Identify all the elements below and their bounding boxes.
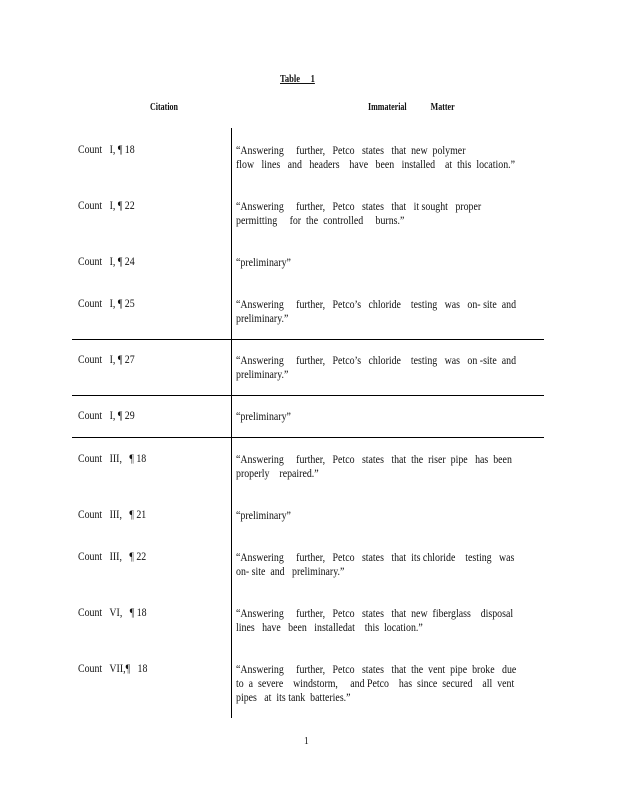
citation-cell: Count I, ¶ 25 — [78, 298, 135, 310]
citation-cell: Count III, ¶ 22 — [78, 551, 147, 563]
matter-cell: “Answering further, Petco states that its chloride testing was on- site and preliminary.” — [236, 552, 515, 578]
citation-cell: Count VI, ¶ 18 — [78, 607, 147, 619]
citation-cell: Count III, ¶ 18 — [78, 453, 147, 465]
citation-cell: Count III, ¶ 21 — [78, 509, 147, 521]
matter-cell: “Answering further, Petco states that the vent pipe broke due to a severe windstorm, and Petco has since secured all vent pipes at its tank batteries.” — [236, 664, 517, 704]
matter-cell: “preliminary” — [236, 411, 291, 423]
matter-cell: “preliminary” — [236, 510, 291, 522]
header-citation: Citation — [150, 102, 178, 113]
column-divider — [231, 128, 232, 718]
row-divider — [72, 437, 544, 438]
citation-cell: Count I, ¶ 18 — [78, 144, 135, 156]
citation-cell: Count VII,¶ 18 — [78, 663, 148, 675]
page-number: 1 — [304, 735, 309, 747]
matter-cell: “preliminary” — [236, 257, 291, 269]
matter-cell: “Answering further, Petco states that the riser pipe has been properly repaired.” — [236, 454, 512, 480]
citation-cell: Count I, ¶ 22 — [78, 200, 135, 212]
citation-cell: Count I, ¶ 29 — [78, 410, 135, 422]
citation-cell: Count I, ¶ 27 — [78, 354, 135, 366]
matter-cell: “Answering further, Petco’s chloride testing was on -site and preliminary.” — [236, 355, 517, 381]
table-title: Table 1 — [280, 74, 315, 85]
citation-cell: Count I, ¶ 24 — [78, 256, 135, 268]
row-divider — [72, 395, 544, 396]
row-divider — [72, 339, 544, 340]
matter-cell: “Answering further, Petco states that new polymer flow lines and headers have been installed at this location.” — [236, 145, 516, 171]
header-immaterial-matter: Immaterial Matter — [368, 102, 455, 113]
matter-cell: “Answering further, Petco states that new fiberglass disposal lines have been installedat this location.” — [236, 608, 514, 634]
matter-cell: “Answering further, Petco’s chloride testing was on- site and preliminary.” — [236, 299, 517, 325]
matter-cell: “Answering further, Petco states that it sought proper permitting for the controlled burns.” — [236, 201, 482, 227]
